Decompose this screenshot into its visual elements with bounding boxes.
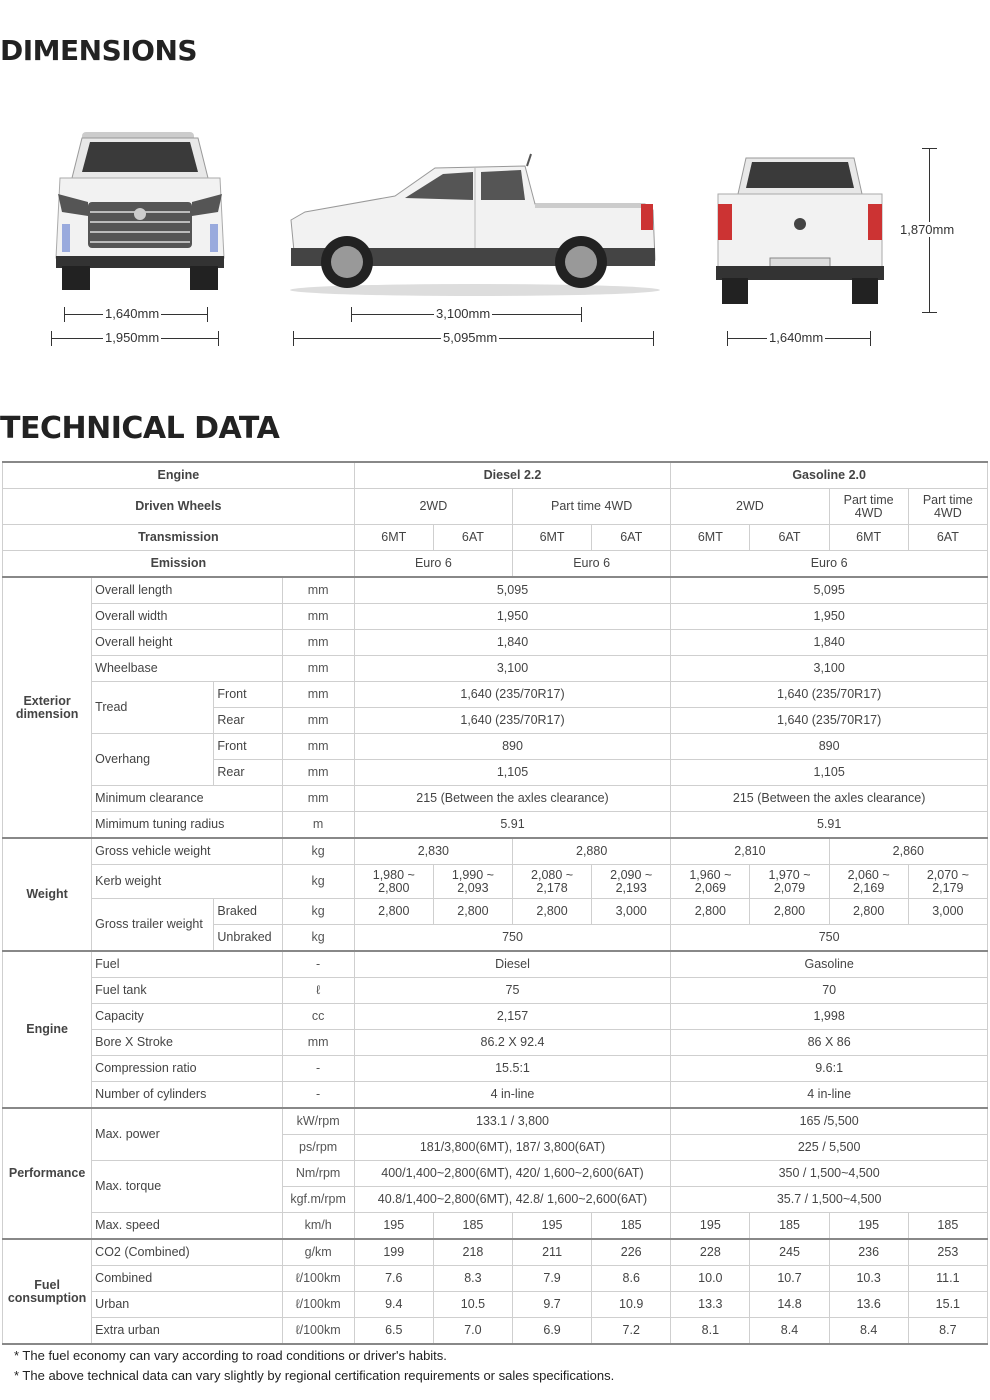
value-cell: 86 X 86 [671,1030,988,1056]
value-cell: 1,640 (235/70R17) [354,708,671,734]
value-cell: 195 [354,1213,433,1240]
table-row [3,865,988,899]
category-exterior: Exterior dimension [3,577,92,838]
value-cell: 2,860 [829,838,987,865]
footnote: * The above technical data can vary slightly by regional certification requirements or sales specifications. [14,1368,615,1383]
gasoline-4wd-mt: Part time 4WD [829,489,908,525]
row-label: CO2 (Combined) [92,1239,282,1266]
value-cell: 1,950 [671,604,988,630]
value-cell: 14.8 [750,1292,829,1318]
value-cell: 40.8/1,400~2,800(6MT), 42.8/ 1,600~2,600(6AT) [354,1187,671,1213]
table-row [3,1213,988,1240]
value-cell: Gasoline [671,951,988,978]
header-driven-row [3,489,988,525]
unit-cell: mm [282,760,354,786]
front-width-label: 1,950mm [105,330,160,345]
value-cell: 7.9 [513,1266,592,1292]
table-row [3,734,988,760]
row-label: Fuel [92,951,282,978]
value-cell: 15.1 [908,1292,987,1318]
unit-cell: mm [282,786,354,812]
value-cell: 15.5:1 [354,1056,671,1082]
unit-cell: - [282,1082,354,1109]
value-cell: 2,800 [433,899,512,925]
emission-cell: Euro 6 [354,551,512,578]
unit-cell: ℓ/100km [282,1318,354,1345]
row-label: Number of cylinders [92,1082,282,1109]
value-cell: 890 [671,734,988,760]
row-label: Fuel tank [92,978,282,1004]
emission-cell: Euro 6 [513,551,671,578]
unit-cell: kg [282,865,354,899]
value-cell: 890 [354,734,671,760]
value-cell: Diesel [354,951,671,978]
value-cell: 350 / 1,500~4,500 [671,1161,988,1187]
value-cell: 6.9 [513,1318,592,1345]
gasoline-header: Gasoline 2.0 [671,462,988,489]
row-label: Kerb weight [92,865,282,899]
value-cell: 9.4 [354,1292,433,1318]
value-cell: 2,800 [513,899,592,925]
unit-cell: ps/rpm [282,1135,354,1161]
dimensions-title: DIMENSIONS [0,34,198,67]
sub-label: Rear [214,708,282,734]
table-row [3,1056,988,1082]
value-cell: 1,990 ~ 2,093 [433,865,512,899]
gasoline-2wd: 2WD [671,489,829,525]
sub-label: Rear [214,760,282,786]
table-row [3,1030,988,1056]
footnote: * The fuel economy can vary according to road conditions or driver's habits. [14,1348,447,1363]
truck-front-view [40,128,240,298]
header-engine-row [3,462,988,489]
value-cell: 2,830 [354,838,512,865]
value-cell: 9.6:1 [671,1056,988,1082]
value-cell: 2,880 [513,838,671,865]
value-cell: 2,060 ~ 2,169 [829,865,908,899]
row-label: Max. speed [92,1213,282,1240]
value-cell: 1,105 [671,760,988,786]
table-row [3,1239,988,1266]
value-cell: 218 [433,1239,512,1266]
unit-cell: ℓ/100km [282,1266,354,1292]
header-emission-row [3,551,988,578]
value-cell: 3,000 [592,899,671,925]
value-cell: 3,100 [671,656,988,682]
table-row [3,838,988,865]
row-label: Max. torque [92,1161,282,1213]
row-label: Wheelbase [92,656,282,682]
table-row [3,577,988,604]
value-cell: 10.9 [592,1292,671,1318]
unit-cell: cc [282,1004,354,1030]
table-row [3,682,988,708]
row-label: Gross vehicle weight [92,838,282,865]
value-cell: 86.2 X 92.4 [354,1030,671,1056]
technical-data-title: TECHNICAL DATA [0,411,280,446]
table-row [3,899,988,925]
table-row [3,786,988,812]
truck-side-view [285,150,665,300]
table-row [3,1161,988,1187]
value-cell: 7.2 [592,1318,671,1345]
value-cell: 199 [354,1239,433,1266]
value-cell: 8.4 [750,1318,829,1345]
value-cell: 5.91 [354,812,671,839]
table-row [3,656,988,682]
value-cell: 181/3,800(6MT), 187/ 3,800(6AT) [354,1135,671,1161]
trans-cell: 6MT [671,525,750,551]
unit-cell: mm [282,734,354,760]
value-cell: 228 [671,1239,750,1266]
row-label: Minimum clearance [92,786,282,812]
value-cell: 185 [908,1213,987,1240]
value-cell: 750 [671,925,988,952]
value-cell: 225 / 5,500 [671,1135,988,1161]
rear-track-label: 1,640mm [769,330,824,345]
unit-cell: mm [282,1030,354,1056]
unit-cell: kW/rpm [282,1108,354,1135]
value-cell: 1,640 (235/70R17) [671,682,988,708]
value-cell: 253 [908,1239,987,1266]
value-cell: 1,640 (235/70R17) [671,708,988,734]
trans-cell: 6MT [829,525,908,551]
row-label: Compression ratio [92,1056,282,1082]
value-cell: 5.91 [671,812,988,839]
table-row [3,1108,988,1135]
value-cell: 7.6 [354,1266,433,1292]
value-cell: 1,960 ~ 2,069 [671,865,750,899]
value-cell: 133.1 / 3,800 [354,1108,671,1135]
header-transmission-row [3,525,988,551]
value-cell: 2,800 [829,899,908,925]
value-cell: 2,157 [354,1004,671,1030]
value-cell: 10.5 [433,1292,512,1318]
table-row [3,812,988,839]
value-cell: 4 in-line [671,1082,988,1109]
trans-cell: 6MT [513,525,592,551]
value-cell: 2,810 [671,838,829,865]
row-label: Overall height [92,630,282,656]
diesel-header: Diesel 2.2 [354,462,671,489]
value-cell: 8.1 [671,1318,750,1345]
value-cell: 195 [829,1213,908,1240]
value-cell: 185 [750,1213,829,1240]
diesel-4wd: Part time 4WD [513,489,671,525]
technical-data-table [2,461,988,1345]
value-cell: 7.0 [433,1318,512,1345]
value-cell: 1,998 [671,1004,988,1030]
unit-cell: kg [282,925,354,952]
row-label: Overhang [92,734,214,786]
emission-cell: Euro 6 [671,551,988,578]
row-label: Combined [92,1266,282,1292]
unit-cell: g/km [282,1239,354,1266]
value-cell: 1,840 [354,630,671,656]
trans-cell: 6AT [592,525,671,551]
value-cell: 165 /5,500 [671,1108,988,1135]
value-cell: 1,105 [354,760,671,786]
value-cell: 8.6 [592,1266,671,1292]
value-cell: 5,095 [354,577,671,604]
value-cell: 1,950 [354,604,671,630]
value-cell: 211 [513,1239,592,1266]
unit-cell: ℓ/100km [282,1292,354,1318]
value-cell: 4 in-line [354,1082,671,1109]
value-cell: 1,640 (235/70R17) [354,682,671,708]
table-row [3,604,988,630]
value-cell: 226 [592,1239,671,1266]
value-cell: 35.7 / 1,500~4,500 [671,1187,988,1213]
value-cell: 1,980 ~ 2,800 [354,865,433,899]
value-cell: 10.3 [829,1266,908,1292]
unit-cell: mm [282,604,354,630]
transmission-header: Transmission [3,525,355,551]
row-label: Urban [92,1292,282,1318]
gasoline-4wd-at: Part time 4WD [908,489,987,525]
value-cell: 3,100 [354,656,671,682]
overall-length-label: 5,095mm [443,330,498,345]
value-cell: 195 [671,1213,750,1240]
category-fuel: Fuel consumption [3,1239,92,1344]
unit-cell: kg [282,838,354,865]
trans-cell: 6MT [354,525,433,551]
sub-label: Braked [214,899,282,925]
sub-label: Unbraked [214,925,282,952]
value-cell: 8.4 [829,1318,908,1345]
table-row [3,951,988,978]
value-cell: 1,840 [671,630,988,656]
unit-cell: mm [282,656,354,682]
trans-cell: 6AT [433,525,512,551]
value-cell: 2,080 ~ 2,178 [513,865,592,899]
height-label: 1,870mm [900,222,955,237]
wheelbase-label: 3,100mm [436,306,491,321]
table-row [3,1082,988,1109]
value-cell: 10.7 [750,1266,829,1292]
table-row [3,1004,988,1030]
row-label: Bore X Stroke [92,1030,282,1056]
value-cell: 5,095 [671,577,988,604]
unit-cell: kgf.m/rpm [282,1187,354,1213]
value-cell: 245 [750,1239,829,1266]
unit-cell: m [282,812,354,839]
unit-cell: mm [282,577,354,604]
value-cell: 750 [354,925,671,952]
unit-cell: kg [282,899,354,925]
truck-rear-view [710,148,890,308]
value-cell: 2,800 [671,899,750,925]
unit-cell: mm [282,682,354,708]
category-performance: Performance [3,1108,92,1239]
table-row [3,1266,988,1292]
front-track-label: 1,640mm [105,306,160,321]
value-cell: 185 [592,1213,671,1240]
driven-wheels-header: Driven Wheels [3,489,355,525]
trans-cell: 6AT [908,525,987,551]
unit-cell: - [282,951,354,978]
unit-cell: mm [282,630,354,656]
unit-cell: ℓ [282,978,354,1004]
value-cell: 13.6 [829,1292,908,1318]
value-cell: 8.7 [908,1318,987,1345]
table-row [3,630,988,656]
value-cell: 1,970 ~ 2,079 [750,865,829,899]
value-cell: 2,800 [750,899,829,925]
emission-header: Emission [3,551,355,578]
diesel-2wd: 2WD [354,489,512,525]
value-cell: 6.5 [354,1318,433,1345]
value-cell: 236 [829,1239,908,1266]
trans-cell: 6AT [750,525,829,551]
value-cell: 400/1,400~2,800(6MT), 420/ 1,600~2,600(6AT) [354,1161,671,1187]
row-label: Tread [92,682,214,734]
value-cell: 9.7 [513,1292,592,1318]
value-cell: 13.3 [671,1292,750,1318]
unit-cell: - [282,1056,354,1082]
unit-cell: mm [282,708,354,734]
value-cell: 11.1 [908,1266,987,1292]
value-cell: 185 [433,1213,512,1240]
value-cell: 10.0 [671,1266,750,1292]
row-label: Extra urban [92,1318,282,1345]
category-engine: Engine [3,951,92,1108]
row-label: Overall length [92,577,282,604]
table-row [3,978,988,1004]
value-cell: 2,070 ~ 2,179 [908,865,987,899]
row-label: Gross trailer weight [92,899,214,952]
footnotes [14,1346,614,1386]
sub-label: Front [214,734,282,760]
engine-header: Engine [3,462,355,489]
sub-label: Front [214,682,282,708]
table-row [3,1318,988,1345]
unit-cell: km/h [282,1213,354,1240]
unit-cell: Nm/rpm [282,1161,354,1187]
value-cell: 70 [671,978,988,1004]
value-cell: 2,090 ~ 2,193 [592,865,671,899]
category-weight: Weight [3,838,92,951]
value-cell: 3,000 [908,899,987,925]
value-cell: 215 (Between the axles clearance) [354,786,671,812]
row-label: Max. power [92,1108,282,1161]
table-row [3,1292,988,1318]
value-cell: 195 [513,1213,592,1240]
value-cell: 8.3 [433,1266,512,1292]
row-label: Overall width [92,604,282,630]
value-cell: 215 (Between the axles clearance) [671,786,988,812]
row-label: Mimimum tuning radius [92,812,282,839]
value-cell: 2,800 [354,899,433,925]
row-label: Capacity [92,1004,282,1030]
value-cell: 75 [354,978,671,1004]
